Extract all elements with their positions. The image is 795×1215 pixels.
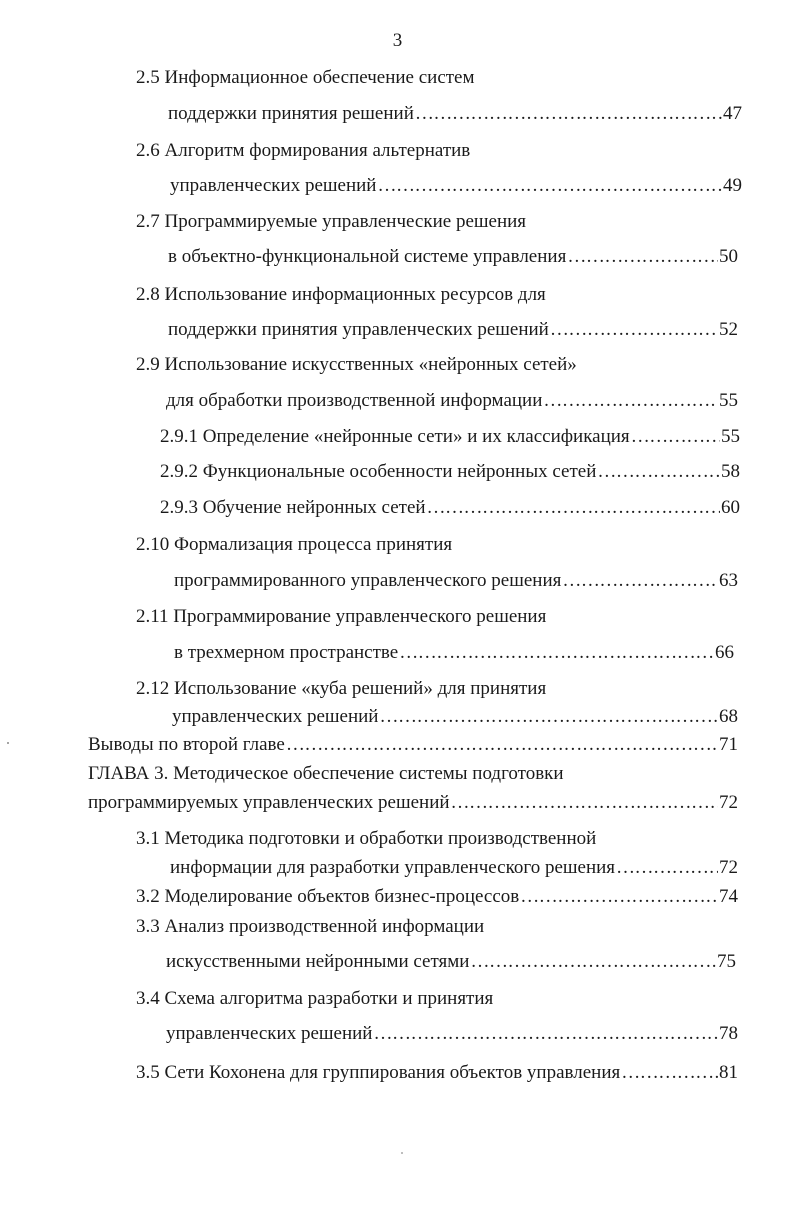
toc-title: 2.9 Использование искусственных «нейронных сетей» (136, 354, 577, 375)
toc-entry-text: в объектно-функциональной системе управления (168, 246, 567, 267)
toc-title: 3.4 Схема алгоритма разработки и принятия (136, 988, 494, 1009)
toc-page: 74 (719, 886, 738, 907)
toc-entry[interactable] (170, 174, 742, 198)
toc-entry-text: 2.9.3 Обучение нейронных сетей (160, 497, 426, 518)
dot-leader (399, 641, 714, 665)
toc-entry[interactable] (166, 389, 738, 413)
toc-title: 3.3 Анализ производственной информации (136, 916, 485, 937)
toc-entry[interactable] (136, 1061, 738, 1085)
toc-page: 49 (723, 175, 742, 196)
dot-leader (451, 791, 718, 815)
toc-entry-text: программируемых управленческих решений (88, 792, 450, 813)
toc-page: 71 (719, 734, 738, 755)
toc-entry-text: искусственными нейронными сетями (166, 951, 470, 972)
scan-speck (7, 742, 9, 744)
toc-page: 75 (717, 951, 736, 972)
toc-entry[interactable] (174, 569, 738, 593)
toc-entry-text: управленческих решений (170, 175, 377, 196)
toc-page: 60 (721, 497, 740, 518)
toc-title: 2.6 Алгоритм формирования альтернатив (136, 140, 471, 161)
toc-entry-text: информации для разработки управленческого решения (170, 857, 616, 878)
toc-page: 55 (719, 390, 738, 411)
dot-leader (562, 569, 718, 593)
toc-page: 47 (723, 103, 742, 124)
dot-leader (377, 174, 722, 198)
toc-entry-text: 3.5 Сети Кохонена для группирования объектов управления (136, 1062, 621, 1083)
toc-entry-text: Выводы по второй главе (88, 734, 285, 755)
dot-leader (621, 1061, 718, 1085)
toc-entry[interactable] (172, 705, 738, 729)
toc-entry-text: управленческих решений (172, 706, 379, 727)
dot-leader (631, 425, 720, 449)
toc-page: 58 (721, 461, 740, 482)
toc-page: 63 (719, 570, 738, 591)
toc-entry-text: поддержки принятия управленческих решений (168, 319, 549, 340)
dot-leader (373, 1022, 718, 1046)
toc-entry-text: поддержки принятия решений (168, 103, 414, 124)
dot-leader (415, 102, 722, 126)
toc-chapter-title: ГЛАВА 3. Методическое обеспечение системы подготовки (88, 763, 564, 784)
toc-page: 52 (719, 319, 738, 340)
toc-title: 2.11 Программирование управленческого решения (136, 606, 547, 627)
toc-page: 72 (719, 792, 738, 813)
toc-title: 3.1 Методика подготовки и обработки производственной (136, 828, 597, 849)
toc-page: 72 (719, 857, 738, 878)
toc-page: 66 (715, 642, 734, 663)
toc-page: 68 (719, 706, 738, 727)
toc-entry[interactable] (174, 641, 734, 665)
page-number: 3 (392, 30, 403, 51)
toc-entry[interactable] (168, 245, 738, 269)
toc-entry[interactable] (168, 102, 742, 126)
dot-leader (550, 318, 718, 342)
toc-title: 2.12 Использование «куба решений» для принятия (136, 678, 547, 699)
toc-entry-text: 2.9.1 Определение «нейронные сети» и их классификация (160, 426, 630, 447)
dot-leader (379, 705, 718, 729)
dot-leader (286, 733, 718, 757)
toc-title: 2.10 Формализация процесса принятия (136, 534, 453, 555)
toc-entry[interactable] (88, 733, 738, 757)
toc-entry[interactable] (168, 318, 738, 342)
toc-title: 2.5 Информационное обеспечение систем (136, 67, 475, 88)
toc-entry-text: 3.2 Моделирование объектов бизнес-процессов (136, 886, 520, 907)
scan-speck (401, 1152, 403, 1154)
toc-entry[interactable] (160, 460, 740, 484)
toc-page: 78 (719, 1023, 738, 1044)
toc-entry[interactable] (166, 1022, 738, 1046)
toc-entry-text: 2.9.2 Функциональные особенности нейронных сетей (160, 461, 597, 482)
dot-leader (427, 496, 720, 520)
toc-entry-text: в трехмерном пространстве (174, 642, 399, 663)
dot-leader (470, 950, 716, 974)
toc-entry[interactable] (160, 425, 740, 449)
toc-page: 81 (719, 1062, 738, 1083)
dot-leader (597, 460, 720, 484)
toc-title: 2.7 Программируемые управленческие решения (136, 211, 527, 232)
toc-page: 50 (719, 246, 738, 267)
dot-leader (520, 885, 718, 909)
toc-entry[interactable] (160, 496, 740, 520)
toc-title: 2.8 Использование информационных ресурсов для (136, 284, 546, 305)
toc-entry-text: программированного управленческого решения (174, 570, 562, 591)
toc-entry-text: для обработки производственной информации (166, 390, 543, 411)
dot-leader (616, 856, 718, 880)
toc-entry[interactable] (166, 950, 736, 974)
toc-entry[interactable] (170, 856, 738, 880)
dot-leader (543, 389, 718, 413)
toc-entry-text: управленческих решений (166, 1023, 373, 1044)
toc-page: 55 (721, 426, 740, 447)
toc-entry[interactable] (88, 791, 738, 815)
toc-entry[interactable] (136, 885, 738, 909)
dot-leader (567, 245, 718, 269)
